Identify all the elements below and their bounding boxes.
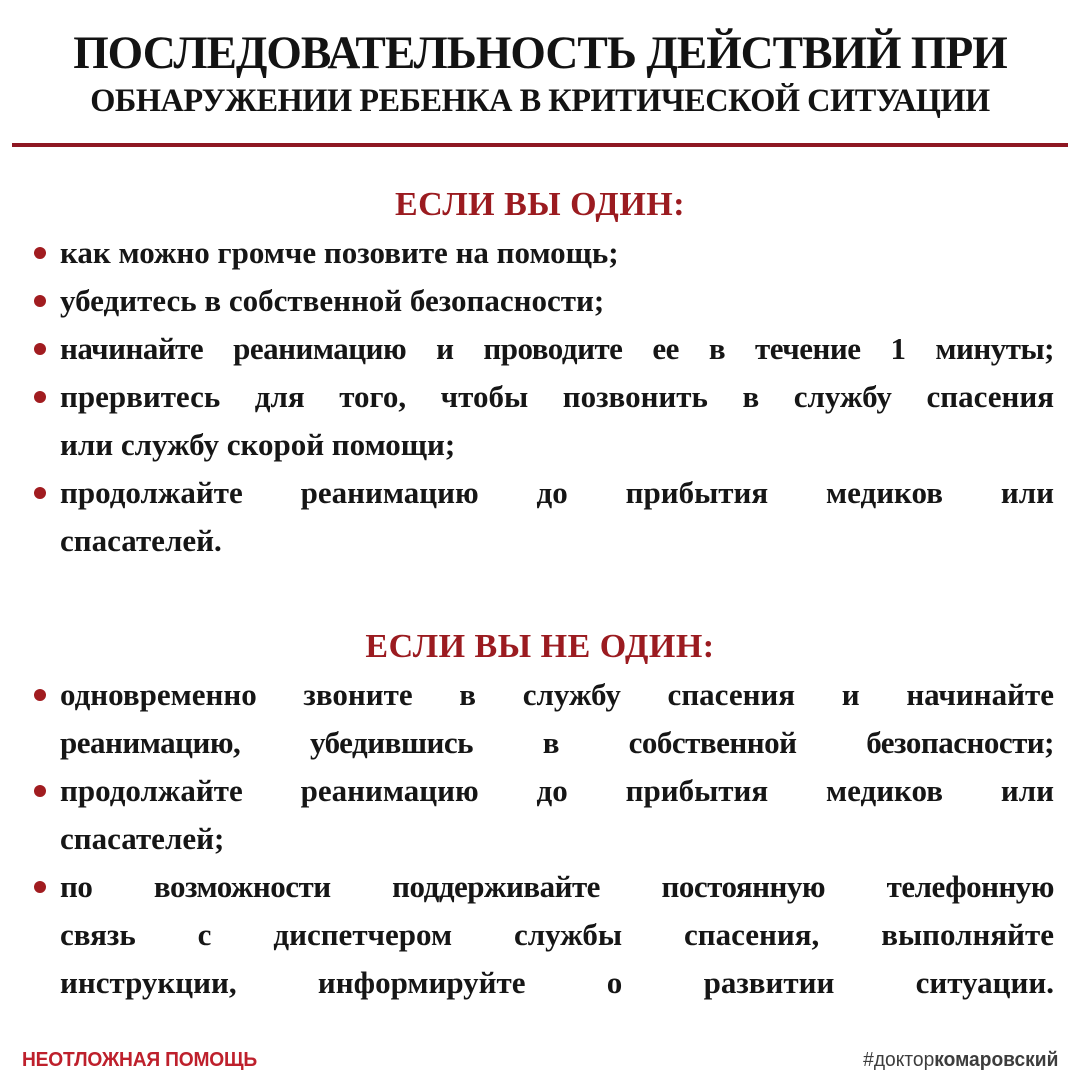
bullet-icon — [34, 391, 46, 403]
section-if-alone — [0, 185, 1080, 565]
bullet-line: начинайте реанимацию и проводите ее в течение 1 минуты; — [60, 330, 1054, 366]
bullet-icon — [34, 295, 46, 307]
list-item — [30, 767, 1054, 863]
bullet-list — [30, 671, 1054, 1007]
list-item — [30, 373, 1054, 469]
bullet-icon — [34, 881, 46, 893]
list-item — [30, 469, 1054, 565]
bullet-line: спасателей. — [60, 522, 222, 558]
footer — [22, 1049, 1058, 1072]
page-title-line1: ПОСЛЕДОВАТЕЛЬНОСТЬ ДЕЙСТВИЙ ПРИ — [73, 27, 1007, 79]
section-heading: ЕСЛИ ВЫ НЕ ОДИН: — [365, 627, 715, 665]
bullet-icon — [34, 785, 46, 797]
bullet-line: убедитесь в собственной безопасности; — [60, 282, 605, 318]
list-item — [30, 325, 1054, 373]
bullet-line: связь с диспетчером службы спасения, выполняйте — [60, 916, 1054, 952]
section-heading: ЕСЛИ ВЫ ОДИН: — [394, 185, 686, 223]
footer-hashtag-bold: комаровский — [933, 1049, 1058, 1071]
bullet-icon — [34, 247, 46, 259]
bullet-line: продолжайте реанимацию до прибытия медиков или — [60, 474, 1054, 510]
bullet-line: прервитесь для того, чтобы позвонить в службу спасения — [60, 378, 1054, 414]
bullet-line: как можно громче позовите на помощь; — [60, 234, 619, 270]
list-item — [30, 671, 1054, 767]
footer-hashtag — [863, 1049, 1058, 1072]
list-item — [30, 863, 1054, 1007]
bullet-line: продолжайте реанимацию до прибытия медиков или — [60, 772, 1054, 808]
bullet-line: реанимацию, убедившись в собственной безопасности; — [60, 724, 1054, 760]
footer-hashtag-normal: #доктор — [862, 1049, 934, 1071]
bullet-line: спасателей; — [60, 820, 225, 856]
bullet-line: одновременно звоните в службу спасения и начинайте — [60, 676, 1054, 712]
footer-brand: НЕОТЛОЖНАЯ ПОМОЩЬ — [22, 1049, 258, 1071]
list-item — [30, 277, 1054, 325]
bullet-icon — [34, 343, 46, 355]
bullet-icon — [34, 487, 46, 499]
bullet-line: или службу скорой помощи; — [60, 426, 456, 462]
bullet-line: инструкции, информируйте о развитии ситуации. — [60, 964, 1054, 1000]
page-title-line2: ОБНАРУЖЕНИИ РЕБЕНКА В КРИТИЧЕСКОЙ СИТУАЦИИ — [90, 83, 990, 120]
divider-line — [12, 143, 1068, 147]
list-item — [30, 229, 1054, 277]
bullet-icon — [34, 689, 46, 701]
bullet-line: по возможности поддерживайте постоянную телефонную — [60, 868, 1054, 904]
bullet-list — [30, 229, 1054, 565]
section-if-not-alone — [0, 627, 1080, 1007]
page-title — [0, 0, 1080, 123]
